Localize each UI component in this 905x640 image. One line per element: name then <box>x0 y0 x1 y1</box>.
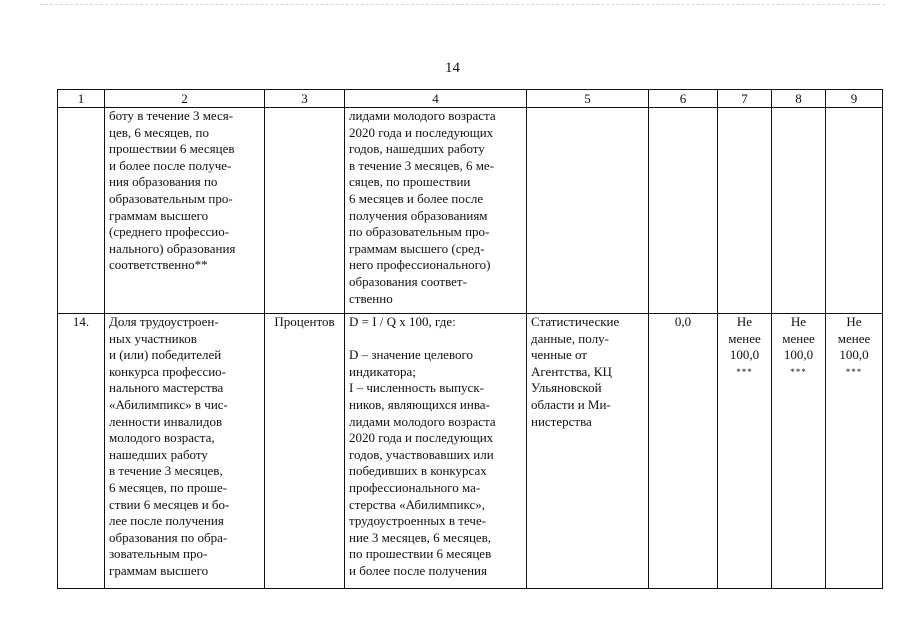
target-value-cell <box>772 314 826 589</box>
unit-cell <box>265 108 345 314</box>
column-header: 1 <box>58 90 105 108</box>
data-source-cell <box>527 108 649 314</box>
base-value-cell <box>649 108 718 314</box>
target-value-cell <box>718 314 772 589</box>
footnote-marker: *** <box>790 366 807 377</box>
column-header: 6 <box>649 90 718 108</box>
base-value-cell: 0,0 <box>649 314 718 589</box>
data-source-cell: Статистические данные, полу- ченные от Агентства, КЦ Ульяновской области и Ми- нистерства <box>527 314 649 589</box>
calculation-method-cell: лидами молодого возраста 2020 года и последующих годов, нашедших работу в течение 3 месяцев, 6 ме- сяцев, по прошествии 6 месяцев и более после получения образованиям по образовательным про- граммам высшего (сред- него профессионального) образования соответ- ственно <box>345 108 527 314</box>
unit-cell: Процентов <box>265 314 345 589</box>
target-value-cell <box>718 108 772 314</box>
footnote-marker: *** <box>736 366 753 377</box>
table-row <box>58 108 883 314</box>
calculation-method-cell: D = I / Q x 100, где: D – значение целевого индикатора; I – численность выпуск- ников, являющихся инва- лидами молодого возраста 2020 года и последующих годов, участвовавших или победивших в конкурсах профессионального ма- стерства «Абилимпикс», трудоустроенных в тече- ние 3 месяцев, 6 месяцев, по прошествии 6 месяцев и более после получения <box>345 314 527 589</box>
scan-artifact-line <box>40 4 885 5</box>
column-header: 8 <box>772 90 826 108</box>
target-value-text: Не менее 100,0 <box>728 314 761 363</box>
footnote-marker: *** <box>845 366 863 377</box>
table-header-row <box>58 90 883 108</box>
indicator-table <box>57 89 883 589</box>
row-number-cell: 14. <box>58 314 105 589</box>
column-header: 7 <box>718 90 772 108</box>
indicator-name-cell: Доля трудоустроен- ных участников и (или) победителей конкурса профессио- нального мастерства «Абилимпикс» в чис- ленности инвалидов молодого возраста, нашедших работу в течение 3 месяцев, 6 месяцев, по проше- ствии 6 месяцев и бо- лее после получения образования по обра- зовательным про- граммам высшего <box>105 314 265 589</box>
target-value-cell <box>826 314 883 589</box>
target-value-text: Не менее 100,0 <box>782 314 815 363</box>
column-header: 3 <box>265 90 345 108</box>
target-value-cell <box>826 108 883 314</box>
column-header: 4 <box>345 90 527 108</box>
indicator-name-cell: боту в течение 3 меся- цев, 6 месяцев, по прошествии 6 месяцев и более после получе- ния образования по образовательным про- граммам высшего (среднего профессио- нального) образования соответственно** <box>105 108 265 314</box>
row-number-cell <box>58 108 105 314</box>
page-number: 14 <box>445 60 460 76</box>
target-value-text: Не менее 100,0 <box>837 314 871 363</box>
column-header: 2 <box>105 90 265 108</box>
table-row <box>58 314 883 589</box>
column-header: 9 <box>826 90 883 108</box>
target-value-cell <box>772 108 826 314</box>
column-header: 5 <box>527 90 649 108</box>
